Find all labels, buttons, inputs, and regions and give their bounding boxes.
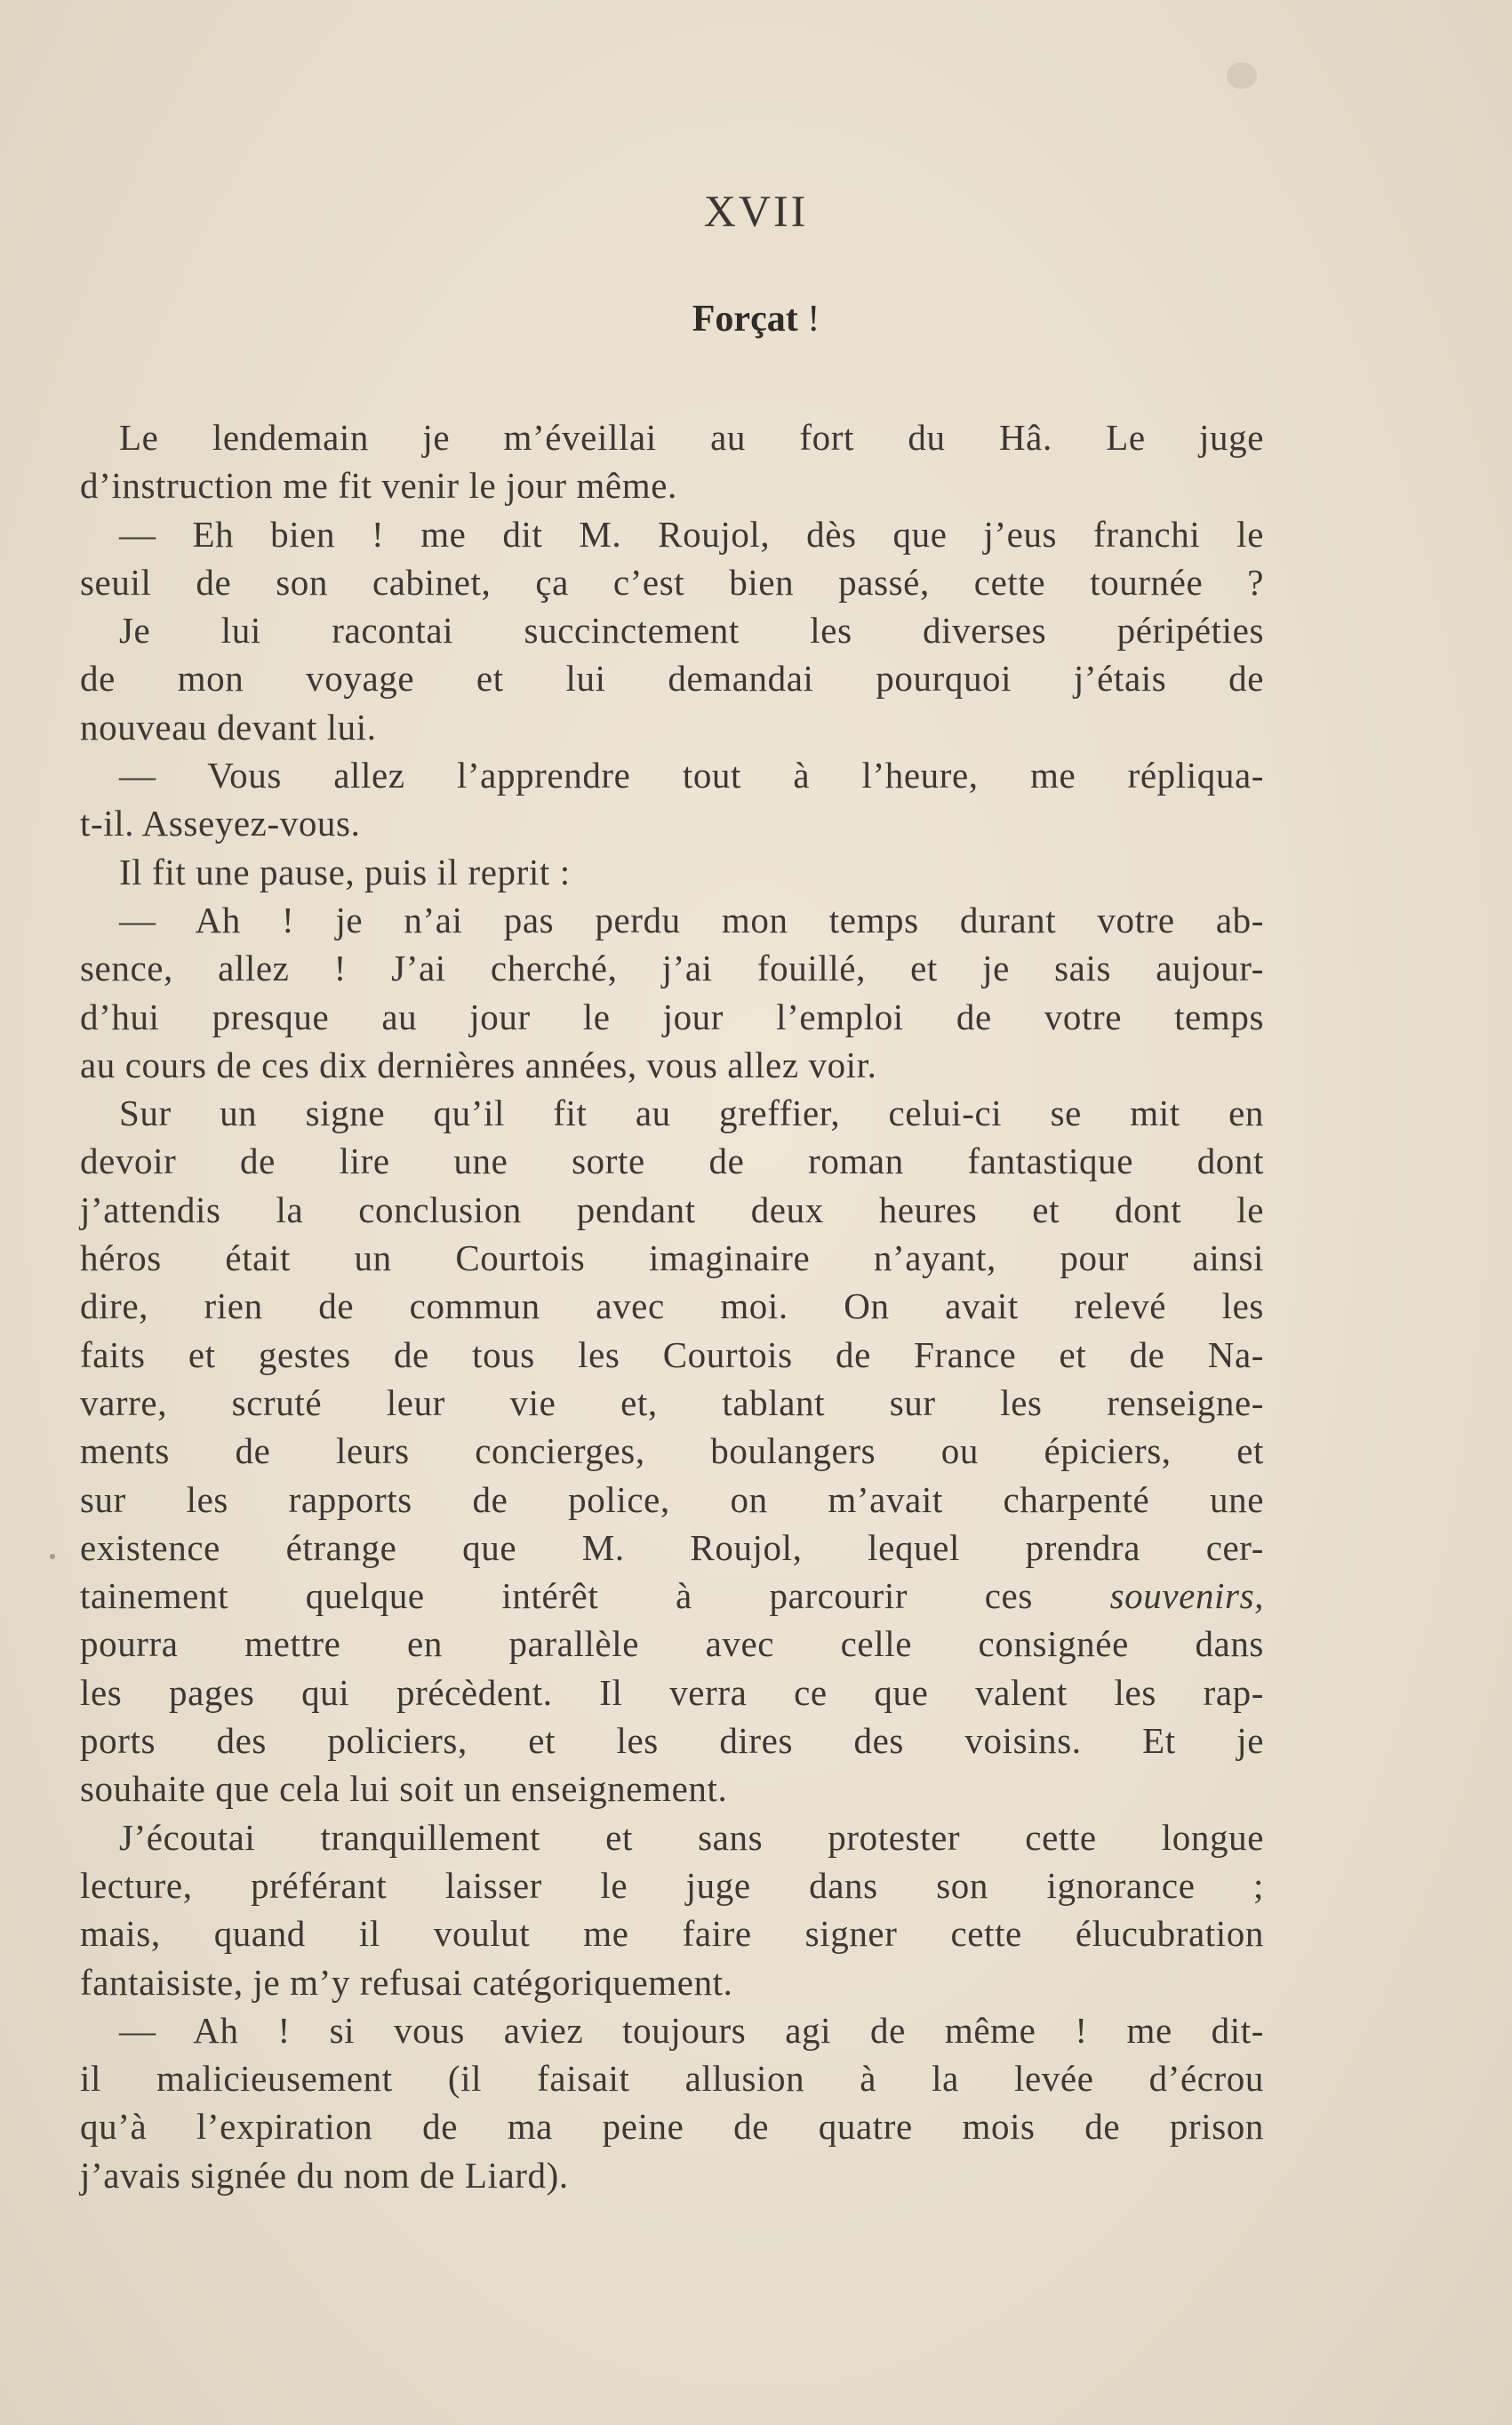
text-line: il malicieusement (il faisait allusion à la levée d’écrou xyxy=(80,2058,1264,2100)
chapter-title-text: Forçat xyxy=(692,299,798,340)
text-line: ments de leurs concierges, boulangers ou épiciers, et xyxy=(80,1430,1264,1472)
text-line: fantaisiste, je m’y refusai catégoriquement. xyxy=(80,1961,733,2003)
text-line: de mon voyage et lui demandai pourquoi j’étais de xyxy=(80,658,1264,700)
text-line: t-il. Asseyez-vous. xyxy=(80,803,361,844)
text-line-with-italic xyxy=(80,1572,1264,1620)
text-line: Sur un signe qu’il fit au greffier, celui-ci se mit en xyxy=(119,1092,1264,1134)
text-line: sur les rapports de police, on m’avait charpenté une xyxy=(80,1478,1264,1520)
paper-stain xyxy=(1227,62,1257,89)
text-line: — Eh bien ! me dit M. Roujol, dès que j’eus franchi le xyxy=(119,513,1264,555)
text-line: faits et gestes de tous les Courtois de France et de Na- xyxy=(80,1333,1264,1375)
text-line: sence, allez ! J’ai cherché, j’ai fouillé, et je sais aujour- xyxy=(80,948,1264,989)
italic-word: souvenirs, xyxy=(1109,1575,1264,1617)
text-line: — Ah ! si vous aviez toujours agi de même ! me dit- xyxy=(119,2009,1264,2051)
text-line: Je lui racontai succinctement les diverses péripéties xyxy=(119,610,1264,652)
text-line: mais, quand il voulut me faire signer cette élucubration xyxy=(80,1913,1264,1955)
text-line: seuil de son cabinet, ça c’est bien passé, cette tournée ? xyxy=(80,561,1264,603)
text-line: d’instruction me fit venir le jour même. xyxy=(80,465,677,507)
paper-speck xyxy=(50,1554,55,1559)
chapter-title xyxy=(0,298,1512,340)
text-line: — Ah ! je n’ai pas perdu mon temps durant votre ab- xyxy=(119,899,1264,940)
text-line: j’attendis la conclusion pendant deux heures et dont le xyxy=(80,1188,1264,1230)
text-line-start: tainement quelque intérêt à parcourir ces xyxy=(80,1575,1033,1617)
text-line: lecture, préférant laisser le juge dans son ignorance ; xyxy=(80,1864,1264,1906)
text-line: j’avais signée du nom de Liard). xyxy=(80,2154,569,2196)
text-line: pourra mettre en parallèle avec celle consignée dans xyxy=(80,1623,1264,1665)
text-line: Le lendemain je m’éveillai au fort du Hâ. Le juge xyxy=(119,417,1264,458)
text-line: devoir de lire une sorte de roman fantastique dont xyxy=(80,1140,1264,1182)
chapter-body xyxy=(80,413,1264,2199)
text-line: qu’à l’expiration de ma peine de quatre mois de prison xyxy=(80,2106,1264,2148)
chapter-number: XVII xyxy=(703,186,809,236)
text-line: souhaite que cela lui soit un enseignement. xyxy=(80,1768,728,1810)
text-line: Il fit une pause, puis il reprit : xyxy=(119,851,571,892)
text-line: d’hui presque au jour le jour l’emploi de votre temps xyxy=(80,996,1264,1037)
text-line: existence étrange que M. Roujol, lequel prendra cer- xyxy=(80,1526,1264,1568)
text-line: dire, rien de commun avec moi. On avait relevé les xyxy=(80,1285,1264,1327)
text-line: ports des policiers, et les dires des voisins. Et je xyxy=(80,1720,1264,1762)
text-line: au cours de ces dix dernières années, vous allez voir. xyxy=(80,1044,877,1085)
text-line: les pages qui précèdent. Il verra ce que valent les rap- xyxy=(80,1671,1264,1713)
text-line: nouveau devant lui. xyxy=(80,706,377,748)
chapter-title-punct: ! xyxy=(797,299,820,340)
text-line: varre, scruté leur vie et, tablant sur les renseigne- xyxy=(80,1381,1264,1423)
text-line: héros était un Courtois imaginaire n’ayant, pour ainsi xyxy=(80,1237,1264,1279)
text-line: J’écoutai tranquillement et sans protester cette longue xyxy=(119,1816,1264,1858)
text-line: — Vous allez l’apprendre tout à l’heure, me répliqua- xyxy=(119,755,1264,796)
